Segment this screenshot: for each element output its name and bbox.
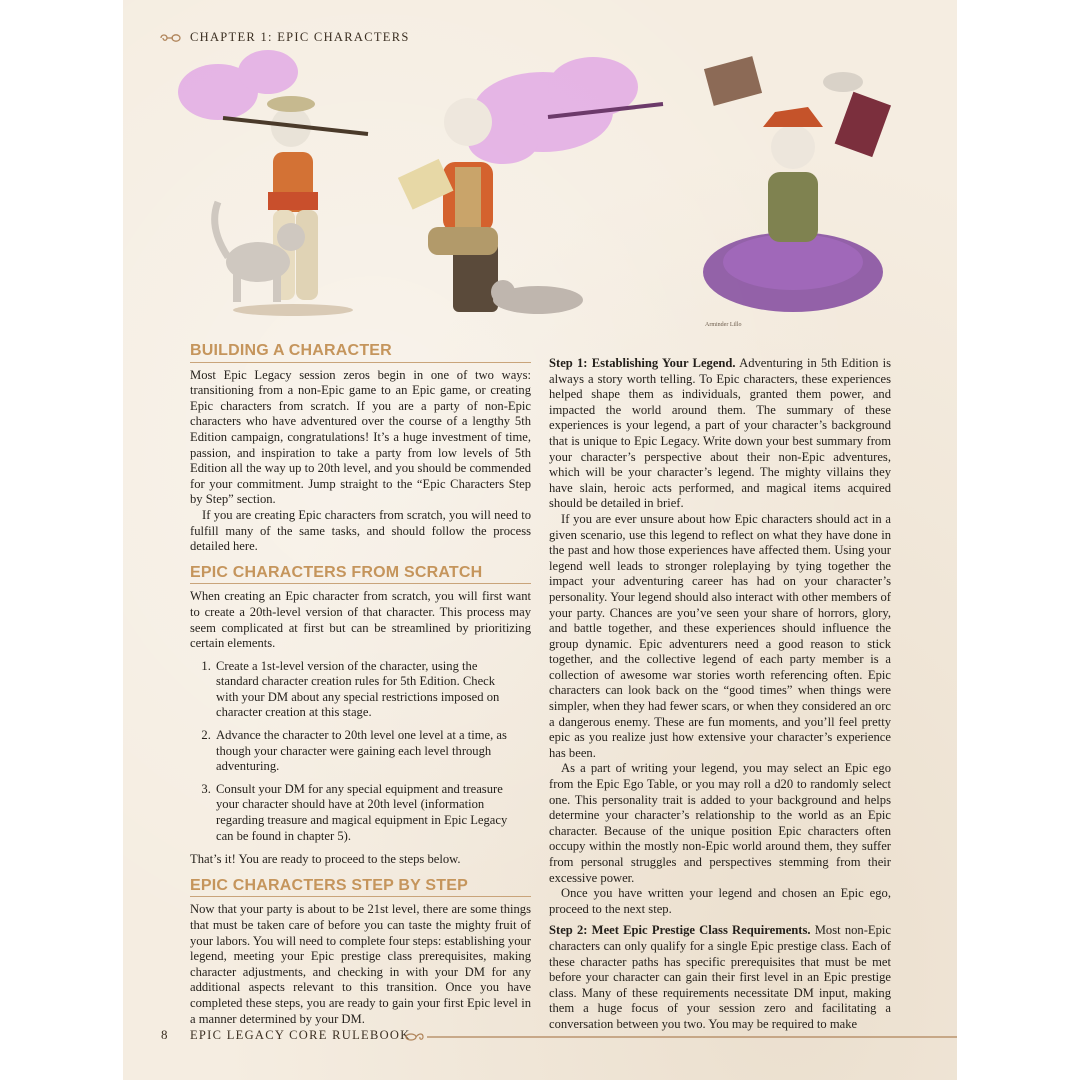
chapter-title: CHAPTER 1: EPIC CHARACTERS — [190, 30, 410, 44]
magic-smoke — [178, 50, 638, 164]
section-scratch — [190, 565, 531, 868]
paragraph: When creating an Epic character from scratch, you will first want to create a 20th-level version of that character. This process may seem complicated at first but can be streamlined by prioritizing certain elements. — [190, 589, 531, 651]
list-item: 1. Create a 1st-level version of the character, using the standard character creation rules for 5th Edition. Check with your DM about any special restrictions imposed on character creation at this stage. — [214, 659, 531, 721]
paragraph: Now that your party is about to be 21st level, there are some things that must be taken care of before you can taste the mighty fruit of your labors. You will need to complete four steps: establishing your legend, meeting your Epic prestige class prerequisites, making character adjustments, and checking in with your DM for any additional aspects relevant to this transition. Once you have completed these steps, you are ready to gain your first Epic level in a manner determined by your DM. — [190, 902, 531, 1026]
characters-illustration — [163, 42, 923, 332]
left-column — [190, 343, 531, 1027]
page-number: 8 — [161, 1027, 168, 1042]
section-step-by-step — [190, 878, 531, 1027]
paragraph: If you are creating Epic characters from scratch, you will need to fulfill many of the same tasks, and should follow the process detailed here. — [190, 507, 531, 554]
step1-lead: Step 1: Establishing Your Legend. — [549, 356, 736, 370]
artist-signature: Arminder Lillo — [705, 322, 742, 328]
right-column — [549, 356, 891, 1033]
footer-ornament-rule — [403, 1033, 957, 1041]
paragraph: Most Epic Legacy session zeros begin in one of two ways: transitioning from a non-Epic game to an Epic game, or creating Epic characters from scratch. If you are a party of non-Epic characters who have adventured over the course of a lengthy 5th Edition campaign, congratulations! It’s a huge investment of time, passion, and inspiration to take a party from low levels of 5th Edition all the way up to 20th level, and you should be commended for your commitment. Jump straight to the “Epic Characters Step by Step” section. — [190, 367, 531, 507]
steps-list — [190, 659, 531, 845]
paragraph: That’s it! You are ready to proceed to the steps below. — [190, 852, 461, 867]
flute-player-figure — [223, 96, 368, 316]
section-heading-building: BUILDING A CHARACTER — [190, 343, 531, 363]
paragraph: Once you have written your legend and chosen an Epic ego, proceed to the next step. — [549, 886, 891, 916]
section-heading-scratch: EPIC CHARACTERS FROM SCRATCH — [190, 565, 531, 585]
list-item: 3. Consult your DM for any special equipment and treasure your character should have at 20th level (information regarding treasure and magical equipment in Epic Legacy can be found in chapter 5). — [214, 782, 531, 844]
list-item: 2. Advance the character to 20th level one level at a time, as though your character were gaining each level through adventuring. — [214, 728, 531, 775]
paragraph: If you are ever unsure about how Epic characters should act in a given scenario, use this legend to reflect on what they have done in the past and how those experiences have affected them. Using your legend well leads to stronger roleplaying by tying together the impact your adventuring career has had on your character’s personality. Your legend should also interact with other members of your party. Chances are you’ve seen your share of horrors, glory, and battle together, and these experiences should influence the group dynamic. Epic adventurers need a good reason to stick together, and the collective legend of each party member is a collection of awesome war stories worth referencing often. Epic characters can look back on the “good times” when things were simpler, when they had fewer scars, or when they considered an orc a dangerous enemy. These are fun moments, and you’ll feel pretty epic as you realize just how extensive your character’s experience has been. — [549, 511, 891, 760]
book-page — [123, 0, 957, 1080]
step2-lead: Step 2: Meet Epic Prestige Class Requirements. — [549, 923, 811, 938]
section-heading-step-by-step: EPIC CHARACTERS STEP BY STEP — [190, 878, 531, 898]
levitating-mage-figure — [703, 56, 891, 312]
paragraph: As a part of writing your legend, you may select an Epic ego from the Epic Ego Table, or you may roll a d20 to randomly select one. This personality trait is added to your background and helps determine your character’s relationship to the world as an Epic character. Because of the unique position Epic characters often occupy within the mostly non-Epic world around them, they suffer from personal struggles and perspectives stemming from their excessive power. — [549, 761, 891, 885]
step2-text: Most non-Epic characters can only qualify for a single Epic prestige class. Each of these character paths has specific prerequisites that must be met before your character can gain their first level in an Epic prestige class. Many of these requirements necessitate DM input, making them a huge focus of your session zero and facilitating a conversation between you two. You may be required to make — [549, 923, 891, 1031]
step1-text: Adventuring in 5th Edition is always a story worth telling. To Epic characters, these experiences helped shape them as individuals, granted them power, and impacted the world around them. The summary of these experiences is your legend, a part of your character’s background that is unique to Epic Legacy. Write down your best summary from your character’s perspective about their non-Epic adventures, which will be your character’s legend. The mighty villains they have slain, heroic acts performed, and magical items acquired should be detailed in brief. — [549, 356, 891, 511]
paragraph-step1 — [549, 356, 891, 512]
sleeping-cat-figure — [491, 280, 583, 314]
footer-book-title: EPIC LEGACY CORE RULEBOOK — [190, 1028, 411, 1042]
paragraph-step2 — [549, 923, 891, 1032]
